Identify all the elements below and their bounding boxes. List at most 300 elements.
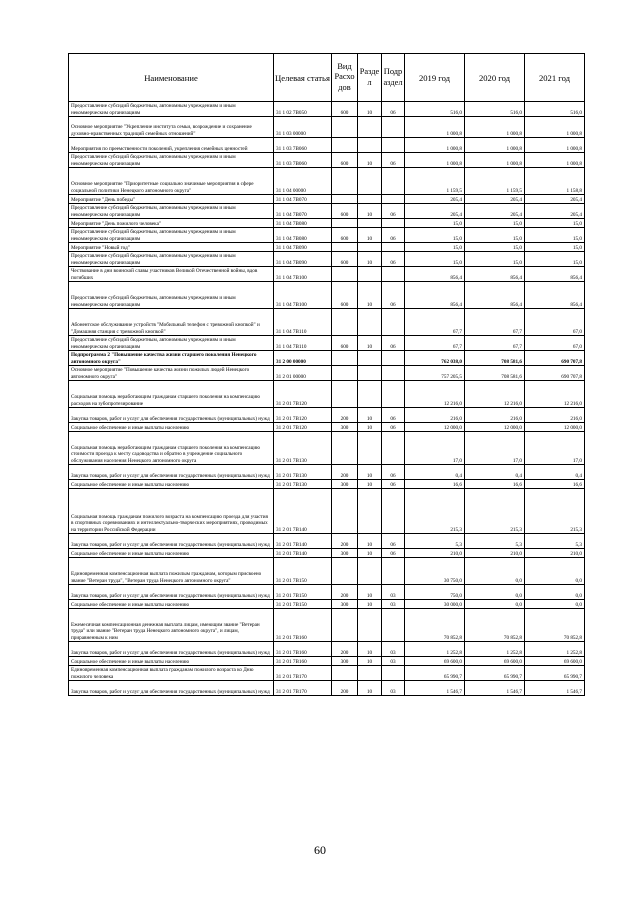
cell-target-code: 31 1 04 00000 (274, 168, 332, 195)
cell-name: Предоставление субсидий бюджетным, автономным учреждениям и иным некоммерческим организациям (69, 102, 274, 117)
cell-section: 10 (358, 423, 382, 432)
cell-expense-type (332, 558, 358, 585)
cell-expense-type: 600 (332, 252, 358, 267)
cell-2019: 15,0 (405, 228, 465, 243)
cell-name: Абонентское обслуживание устройств "Мобильный телефон с тревожной кнопкой" и "Домашняя станция с тревожной кнопкой" (69, 309, 274, 336)
cell-2021: 0,0 (525, 558, 585, 585)
cell-2020: 15,0 (465, 228, 525, 243)
table-header-row (69, 54, 585, 102)
cell-subsection: 03 (382, 681, 405, 696)
cell-section (358, 195, 382, 204)
cell-2019: 516,0 (405, 102, 465, 117)
cell-2021: 1 546,7 (525, 681, 585, 696)
cell-2020: 205,4 (465, 204, 525, 219)
cell-section (358, 309, 382, 336)
cell-2020: 0,4 (465, 465, 525, 480)
cell-section: 10 (358, 681, 382, 696)
cell-section: 10 (358, 465, 382, 480)
cell-2020: 708 581,6 (465, 351, 525, 366)
cell-2020: 5,3 (465, 534, 525, 549)
cell-name: Закупка товаров, работ и услуг для обеспечения государственных (муниципальных) нужд (69, 681, 274, 696)
cell-subsection (382, 117, 405, 138)
cell-2021: 67,0 (525, 309, 585, 336)
cell-target-code: 31 1 04 7В080 (274, 219, 332, 228)
cell-2019: 5,3 (405, 534, 465, 549)
cell-2020: 15,0 (465, 219, 525, 228)
cell-2019: 1 159,5 (405, 168, 465, 195)
cell-subsection (382, 609, 405, 642)
cell-subsection (382, 138, 405, 153)
cell-2019: 210,0 (405, 549, 465, 558)
cell-name: Предоставление субсидий бюджетным, автономным учреждениям и иным некоммерческим организациям (69, 336, 274, 351)
cell-expense-type (332, 117, 358, 138)
cell-name: Мероприятие "День пожилого человека" (69, 219, 274, 228)
cell-name: Основное мероприятие "Повышение качества жизни пожилых людей Ненецкого автономного округа" (69, 366, 274, 381)
cell-section: 10 (358, 534, 382, 549)
cell-expense-type: 300 (332, 600, 358, 609)
cell-2019: 65 990,7 (405, 666, 465, 681)
cell-2021: 690 707,8 (525, 351, 585, 366)
cell-name: Ежемесячная компенсационная денежная выплата лицам, имеющим звание "Ветеран труда" или звание "Ветеран труда Ненецкого автономного округа", и лицам, приравненным к ним (69, 609, 274, 642)
cell-subsection (382, 195, 405, 204)
cell-expense-type (332, 168, 358, 195)
cell-section (358, 489, 382, 534)
cell-2019: 205,4 (405, 195, 465, 204)
cell-section (358, 243, 382, 252)
cell-2019: 0,4 (405, 465, 465, 480)
cell-subsection: 06 (382, 534, 405, 549)
table-row (69, 282, 585, 309)
cell-2021: 216,0 (525, 408, 585, 423)
cell-expense-type: 600 (332, 336, 358, 351)
cell-subsection (382, 219, 405, 228)
cell-2021: 856,4 (525, 282, 585, 309)
cell-2020: 0,0 (465, 585, 525, 600)
cell-2021: 215,3 (525, 489, 585, 534)
cell-section: 10 (358, 600, 382, 609)
cell-target-code: 31 2 01 7В120 (274, 423, 332, 432)
cell-2019: 856,4 (405, 282, 465, 309)
cell-2019: 762 038,0 (405, 351, 465, 366)
cell-target-code: 31 1 04 7В090 (274, 243, 332, 252)
cell-section (358, 351, 382, 366)
cell-name: Предоставление субсидий бюджетным, автономным учреждениям и иным некоммерческим организациям (69, 153, 274, 168)
budget-table (68, 53, 585, 696)
cell-subsection: 06 (382, 465, 405, 480)
cell-2020: 216,0 (465, 408, 525, 423)
cell-2019: 1 000,8 (405, 153, 465, 168)
cell-2019: 205,4 (405, 204, 465, 219)
cell-2020: 67,7 (465, 336, 525, 351)
cell-section: 10 (358, 336, 382, 351)
table-row (69, 600, 585, 609)
cell-2021: 856,4 (525, 267, 585, 282)
cell-2021: 69 600,0 (525, 657, 585, 666)
cell-expense-type (332, 489, 358, 534)
cell-expense-type (332, 309, 358, 336)
cell-name: Социальное обеспечение и иные выплаты населению (69, 657, 274, 666)
cell-target-code: 31 1 03 00000 (274, 117, 332, 138)
cell-name: Предоставление субсидий бюджетным, автономным учреждениям и иным некоммерческим организациям (69, 282, 274, 309)
cell-subsection: 06 (382, 228, 405, 243)
cell-2021: 516,0 (525, 102, 585, 117)
cell-expense-type: 600 (332, 204, 358, 219)
cell-2021: 1 158,8 (525, 168, 585, 195)
cell-expense-type: 300 (332, 549, 358, 558)
cell-subsection (382, 489, 405, 534)
cell-subsection (382, 381, 405, 408)
cell-2020: 17,0 (465, 432, 525, 465)
cell-name: Закупка товаров, работ и услуг для обеспечения государственных (муниципальных) нужд (69, 534, 274, 549)
cell-2021: 1 000,8 (525, 117, 585, 138)
cell-section: 10 (358, 228, 382, 243)
cell-target-code: 31 2 01 7В160 (274, 657, 332, 666)
table-row (69, 609, 585, 642)
table-row (69, 195, 585, 204)
table-row (69, 642, 585, 657)
cell-subsection: 06 (382, 102, 405, 117)
cell-2019: 1 000,8 (405, 138, 465, 153)
cell-target-code: 31 2 01 7В140 (274, 549, 332, 558)
cell-section: 10 (358, 408, 382, 423)
cell-target-code: 31 1 04 7В090 (274, 252, 332, 267)
cell-target-code: 31 1 03 7В060 (274, 138, 332, 153)
table-row (69, 117, 585, 138)
cell-2020: 1 000,8 (465, 138, 525, 153)
cell-2021: 1 000,8 (525, 138, 585, 153)
cell-subsection (382, 558, 405, 585)
cell-section: 10 (358, 642, 382, 657)
table-row (69, 267, 585, 282)
cell-section (358, 267, 382, 282)
cell-2021: 205,4 (525, 204, 585, 219)
cell-target-code: 31 2 01 7В150 (274, 585, 332, 600)
cell-name: Социальная помощь неработающим гражданам старшего поколения на компенсацию стоимости проезда к месту садоводства и обратно в учреждение социального обслуживания населения Ненецкого автономного округа (69, 432, 274, 465)
cell-2019: 12 216,0 (405, 381, 465, 408)
cell-expense-type (332, 243, 358, 252)
cell-2020: 67,7 (465, 309, 525, 336)
cell-target-code: 31 1 04 7В070 (274, 195, 332, 204)
cell-2019: 1 546,7 (405, 681, 465, 696)
cell-name: Социальная помощь неработающим гражданам старшего поколения на компенсацию расходов на зубопротезирование (69, 381, 274, 408)
cell-section: 10 (358, 480, 382, 489)
cell-subsection: 03 (382, 600, 405, 609)
cell-2020: 708 581,6 (465, 366, 525, 381)
cell-2020: 15,0 (465, 252, 525, 267)
cell-name: Предоставление субсидий бюджетным, автономным учреждениям и иным некоммерческим организациям (69, 204, 274, 219)
cell-2020: 16,6 (465, 480, 525, 489)
cell-subsection: 06 (382, 204, 405, 219)
cell-subsection (382, 366, 405, 381)
table-row (69, 432, 585, 465)
cell-subsection (382, 168, 405, 195)
cell-2021: 17,0 (525, 432, 585, 465)
cell-subsection: 06 (382, 282, 405, 309)
cell-expense-type (332, 351, 358, 366)
cell-subsection (382, 432, 405, 465)
cell-2020: 856,4 (465, 267, 525, 282)
cell-2020: 70 852,8 (465, 609, 525, 642)
cell-name: Предоставление субсидий бюджетным, автономным учреждениям и иным некоммерческим организациям (69, 228, 274, 243)
cell-2021: 12 216,0 (525, 381, 585, 408)
cell-2021: 0,4 (525, 465, 585, 480)
cell-name: Основное мероприятие "Укрепление института семьи, возрождение и сохранение духовно-нравственных традиций семейных отношений" (69, 117, 274, 138)
table-row (69, 381, 585, 408)
cell-target-code: 31 2 01 7В140 (274, 534, 332, 549)
cell-2021: 15,0 (525, 252, 585, 267)
table-row (69, 252, 585, 267)
cell-expense-type: 600 (332, 228, 358, 243)
cell-target-code: 31 2 01 7В120 (274, 381, 332, 408)
cell-name: Социальное обеспечение и иные выплаты населению (69, 480, 274, 489)
cell-section (358, 432, 382, 465)
cell-target-code: 31 1 04 7В080 (274, 228, 332, 243)
cell-section (358, 117, 382, 138)
cell-subsection (382, 243, 405, 252)
cell-target-code: 31 1 03 7В060 (274, 153, 332, 168)
cell-2020: 0,0 (465, 558, 525, 585)
cell-subsection: 03 (382, 642, 405, 657)
cell-2019: 16,6 (405, 480, 465, 489)
table-row (69, 309, 585, 336)
cell-name: Закупка товаров, работ и услуг для обеспечения государственных (муниципальных) нужд (69, 585, 274, 600)
cell-2021: 690 707,8 (525, 366, 585, 381)
table-row (69, 558, 585, 585)
cell-subsection: 06 (382, 153, 405, 168)
cell-section: 10 (358, 657, 382, 666)
cell-2020: 15,0 (465, 243, 525, 252)
table-row (69, 336, 585, 351)
cell-2021: 70 852,8 (525, 609, 585, 642)
cell-2021: 15,0 (525, 219, 585, 228)
cell-expense-type: 200 (332, 465, 358, 480)
table-row (69, 219, 585, 228)
cell-2020: 1 000,8 (465, 153, 525, 168)
cell-2019: 750,0 (405, 585, 465, 600)
header-section: Разде л (358, 54, 382, 102)
cell-expense-type (332, 666, 358, 681)
cell-2019: 15,0 (405, 243, 465, 252)
cell-name: Основное мероприятие "Приоритетные социально значимые мероприятия в сфере социальной политики Ненецкого автономного округа" (69, 168, 274, 195)
cell-2021: 15,0 (525, 228, 585, 243)
cell-2020: 0,0 (465, 600, 525, 609)
cell-name: Социальная помощь гражданам пожилого возраста на компенсацию проезда для участия в спортивных соревнованиях и интеллектуально-творческих мероприятиях, проводимых на территории Российской Федерации (69, 489, 274, 534)
cell-2019: 1 252,8 (405, 642, 465, 657)
cell-target-code: 31 1 04 7В110 (274, 309, 332, 336)
cell-expense-type (332, 432, 358, 465)
cell-name: Мероприятия по преемственности поколений, укрепления семейных ценностей (69, 138, 274, 153)
cell-name: Единовременная компенсационная выплата пожилым гражданам, которым присвоено звание "Ветеран труда", "Ветеран труда Ненецкого автономного округа" (69, 558, 274, 585)
cell-2021: 5,3 (525, 534, 585, 549)
cell-expense-type (332, 195, 358, 204)
cell-2019: 15,0 (405, 219, 465, 228)
cell-name: Социальное обеспечение и иные выплаты населению (69, 423, 274, 432)
cell-name: Закупка товаров, работ и услуг для обеспечения государственных (муниципальных) нужд (69, 642, 274, 657)
cell-subsection (382, 309, 405, 336)
cell-2019: 757 205,5 (405, 366, 465, 381)
header-type: Вид Расхо дов (332, 54, 358, 102)
cell-2020: 1 252,8 (465, 642, 525, 657)
cell-target-code: 31 1 04 7В110 (274, 336, 332, 351)
cell-target-code: 31 2 01 7В160 (274, 609, 332, 642)
cell-name: Социальное обеспечение и иные выплаты населению (69, 600, 274, 609)
cell-2020: 12 216,0 (465, 381, 525, 408)
cell-2020: 1 000,8 (465, 117, 525, 138)
table-body (69, 102, 585, 696)
cell-name: Закупка товаров, работ и услуг для обеспечения государственных (муниципальных) нужд (69, 408, 274, 423)
cell-expense-type: 300 (332, 480, 358, 489)
cell-expense-type: 600 (332, 102, 358, 117)
table-row (69, 366, 585, 381)
cell-target-code: 31 2 01 7В160 (274, 642, 332, 657)
cell-2019: 70 852,8 (405, 609, 465, 642)
cell-target-code: 31 1 04 7В100 (274, 282, 332, 309)
cell-section: 10 (358, 585, 382, 600)
cell-name: Предоставление субсидий бюджетным, автономным учреждениям и иным некоммерческим организациям (69, 252, 274, 267)
header-2020: 2020 год (465, 54, 525, 102)
cell-2019: 67,7 (405, 336, 465, 351)
cell-2019: 30 750,0 (405, 558, 465, 585)
cell-subsection (382, 267, 405, 282)
cell-expense-type: 200 (332, 642, 358, 657)
cell-subsection (382, 351, 405, 366)
cell-section (358, 219, 382, 228)
cell-2020: 12 000,0 (465, 423, 525, 432)
cell-expense-type (332, 267, 358, 282)
cell-target-code: 31 2 01 7В170 (274, 681, 332, 696)
cell-2020: 69 600,0 (465, 657, 525, 666)
cell-2020: 205,4 (465, 195, 525, 204)
cell-target-code: 31 2 01 7В120 (274, 408, 332, 423)
cell-expense-type: 200 (332, 408, 358, 423)
cell-2019: 215,3 (405, 489, 465, 534)
cell-expense-type: 300 (332, 657, 358, 666)
cell-2021: 1 252,8 (525, 642, 585, 657)
cell-2021: 15,0 (525, 243, 585, 252)
cell-name: Мероприятие "День победы" (69, 195, 274, 204)
table-row (69, 681, 585, 696)
cell-expense-type (332, 381, 358, 408)
cell-target-code: 31 2 01 7В150 (274, 600, 332, 609)
cell-2019: 1 000,8 (405, 117, 465, 138)
cell-2019: 30 000,0 (405, 600, 465, 609)
cell-target-code: 31 2 01 7В130 (274, 480, 332, 489)
cell-2019: 216,0 (405, 408, 465, 423)
cell-section: 10 (358, 204, 382, 219)
table-row (69, 408, 585, 423)
table-row (69, 228, 585, 243)
cell-2020: 856,4 (465, 282, 525, 309)
cell-section (358, 558, 382, 585)
cell-2019: 15,0 (405, 252, 465, 267)
cell-expense-type (332, 609, 358, 642)
cell-2021: 1 000,8 (525, 153, 585, 168)
cell-expense-type: 200 (332, 585, 358, 600)
cell-2020: 1 159,5 (465, 168, 525, 195)
cell-subsection: 03 (382, 657, 405, 666)
cell-name: Чествование в дни воинской славы участников Великой Отечественной войны, вдов погибших (69, 267, 274, 282)
cell-expense-type (332, 366, 358, 381)
table-row (69, 204, 585, 219)
cell-section (358, 666, 382, 681)
cell-2019: 12 000,0 (405, 423, 465, 432)
cell-2020: 215,3 (465, 489, 525, 534)
cell-2020: 1 546,7 (465, 681, 525, 696)
cell-2021: 67,0 (525, 336, 585, 351)
table-row (69, 102, 585, 117)
cell-2021: 65 990,7 (525, 666, 585, 681)
cell-target-code: 31 1 04 7В100 (274, 267, 332, 282)
table-row (69, 480, 585, 489)
cell-name: Подпрограмма 2 "Повышение качества жизни старшего поколения Ненецкого автономного округа" (69, 351, 274, 366)
table-row (69, 423, 585, 432)
cell-2019: 17,0 (405, 432, 465, 465)
cell-2019: 69 600,0 (405, 657, 465, 666)
cell-expense-type: 200 (332, 681, 358, 696)
table-row (69, 534, 585, 549)
header-name: Наименование (69, 54, 274, 102)
cell-expense-type: 200 (332, 534, 358, 549)
cell-subsection: 06 (382, 336, 405, 351)
cell-2019: 67,7 (405, 309, 465, 336)
cell-name: Мероприятие "Новый год" (69, 243, 274, 252)
table-row (69, 138, 585, 153)
cell-2021: 210,0 (525, 549, 585, 558)
cell-2021: 16,6 (525, 480, 585, 489)
header-2019: 2019 год (405, 54, 465, 102)
cell-2019: 856,4 (405, 267, 465, 282)
cell-subsection: 06 (382, 480, 405, 489)
table-row (69, 243, 585, 252)
cell-name: Закупка товаров, работ и услуг для обеспечения государственных (муниципальных) нужд (69, 465, 274, 480)
cell-2020: 210,0 (465, 549, 525, 558)
cell-target-code: 31 2 00 00000 (274, 351, 332, 366)
table-row (69, 351, 585, 366)
cell-section: 10 (358, 102, 382, 117)
cell-target-code: 31 1 04 7В070 (274, 204, 332, 219)
cell-target-code: 31 2 01 7В140 (274, 489, 332, 534)
cell-section (358, 138, 382, 153)
cell-2021: 205,4 (525, 195, 585, 204)
cell-section (358, 168, 382, 195)
header-2021: 2021 год (525, 54, 585, 102)
cell-subsection: 06 (382, 252, 405, 267)
cell-target-code: 31 2 01 7В130 (274, 432, 332, 465)
cell-section (358, 381, 382, 408)
cell-subsection: 06 (382, 549, 405, 558)
cell-expense-type: 300 (332, 423, 358, 432)
cell-target-code: 31 2 01 00000 (274, 366, 332, 381)
cell-expense-type (332, 138, 358, 153)
page-number: 60 (314, 843, 326, 857)
cell-2021: 12 000,0 (525, 423, 585, 432)
cell-subsection: 06 (382, 408, 405, 423)
header-subsection: Подр аздел (382, 54, 405, 102)
cell-2021: 0,0 (525, 600, 585, 609)
table-row (69, 549, 585, 558)
table-row (69, 489, 585, 534)
cell-section (358, 366, 382, 381)
table-row (69, 168, 585, 195)
cell-section: 10 (358, 549, 382, 558)
table-row (69, 666, 585, 681)
cell-2021: 0,0 (525, 585, 585, 600)
cell-section: 10 (358, 252, 382, 267)
cell-subsection (382, 666, 405, 681)
table-row (69, 585, 585, 600)
table-row (69, 657, 585, 666)
cell-section: 10 (358, 282, 382, 309)
